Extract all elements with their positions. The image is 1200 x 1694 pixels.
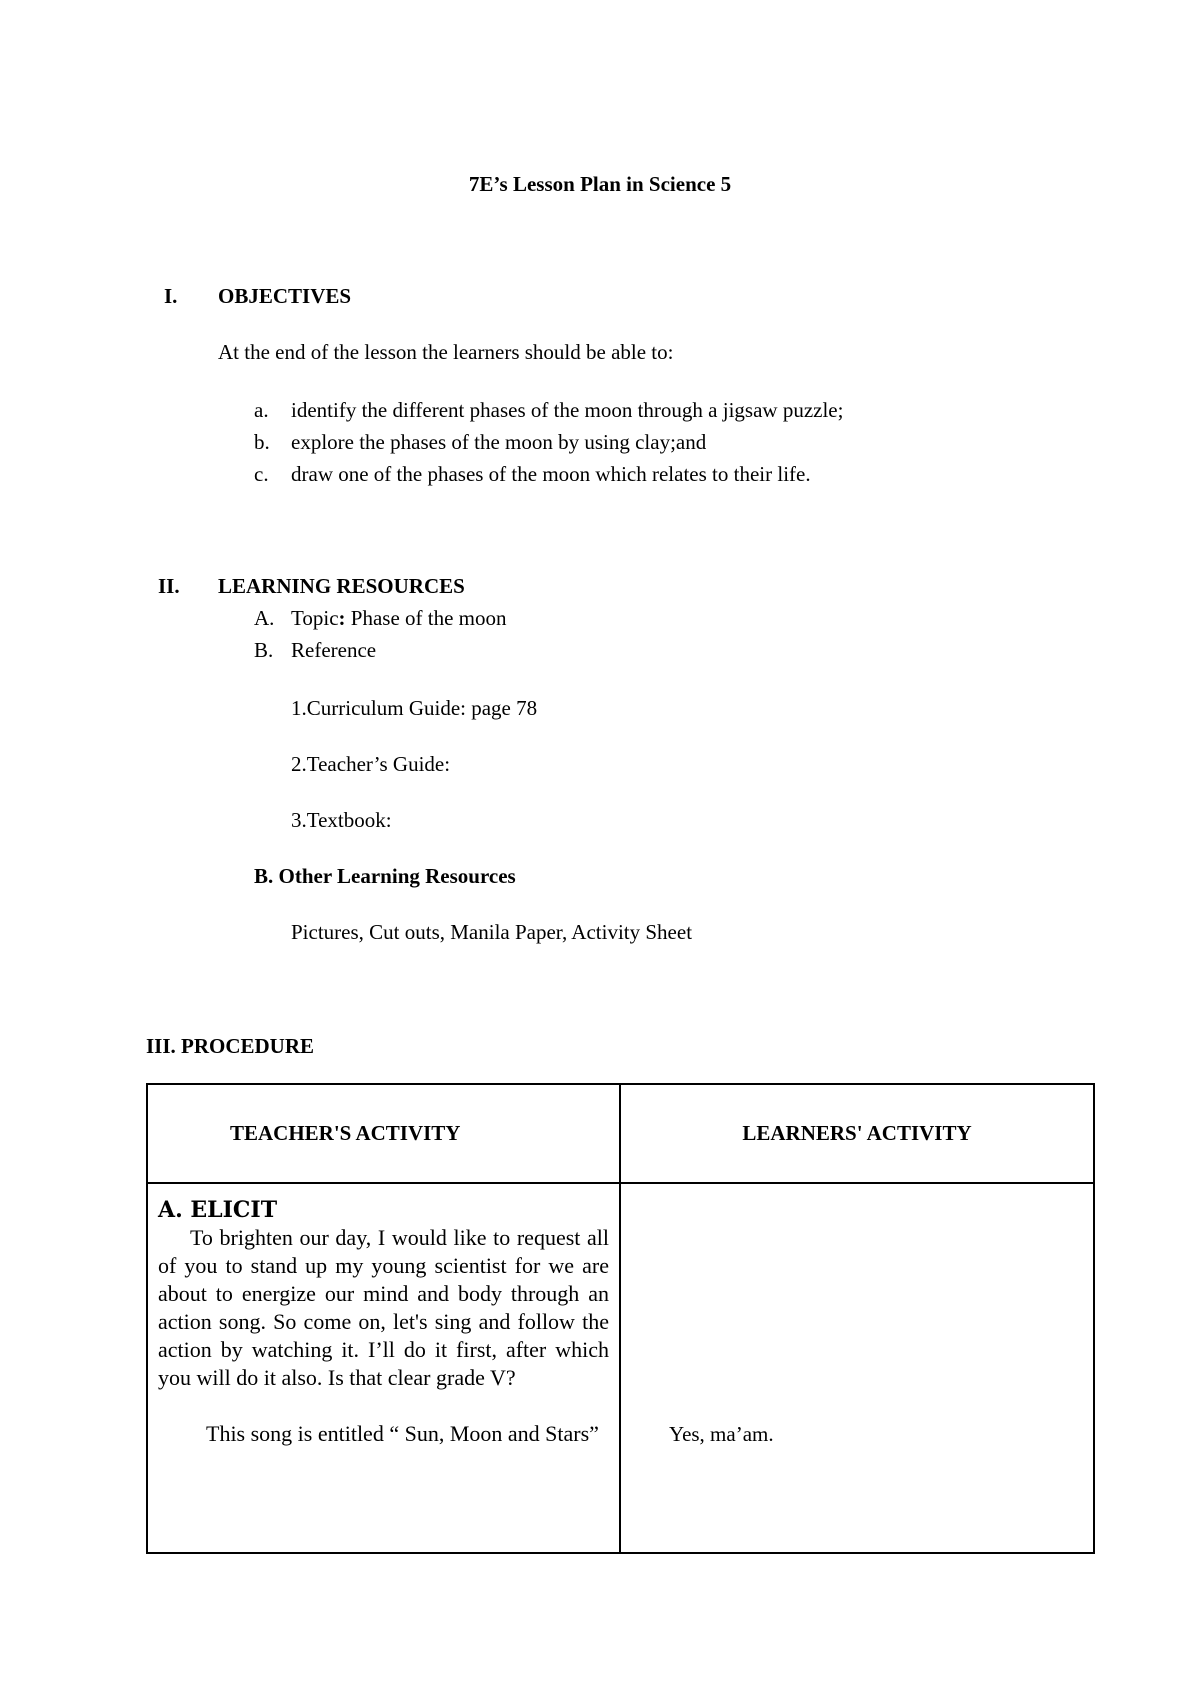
topic-colon: : xyxy=(338,606,346,630)
reference-item: 2.Teacher’s Guide: xyxy=(291,752,451,776)
topic-value: Phase of the moon xyxy=(345,606,507,630)
learners-activity-header: LEARNERS' ACTIVITY xyxy=(620,1084,1094,1183)
learner-answer: Yes, ma’am. xyxy=(669,1422,774,1446)
topic-marker: A. xyxy=(254,606,275,630)
objective-item-c: draw one of the phases of the moon which relates to their life. xyxy=(291,462,811,486)
reference-item: 1.Curriculum Guide: page 78 xyxy=(291,696,538,720)
resources-heading: LEARNING RESOURCES xyxy=(218,574,465,598)
topic-label: Topic xyxy=(291,606,339,630)
learners-activity-cell xyxy=(620,1183,1094,1553)
objective-marker-c: c. xyxy=(254,462,269,486)
objective-item-b: explore the phases of the moon by using clay;and xyxy=(291,430,707,454)
teacher-activity-cell xyxy=(147,1183,620,1553)
procedure-heading: III. PROCEDURE xyxy=(146,1034,315,1058)
reference-item: 3.Textbook: xyxy=(291,808,392,832)
procedure-row-elicit xyxy=(147,1183,1094,1553)
objectives-numeral: I. xyxy=(164,284,178,308)
topic-line xyxy=(291,606,507,631)
document-title: 7E’s Lesson Plan in Science 5 xyxy=(468,172,732,196)
objective-marker-a: a. xyxy=(254,398,269,422)
elicit-heading: A. ELICIT xyxy=(158,1197,278,1223)
procedure-table xyxy=(146,1083,1095,1554)
teacher-activity-header: TEACHER'S ACTIVITY xyxy=(147,1084,620,1183)
objectives-intro: At the end of the lesson the learners should be able to: xyxy=(218,340,674,364)
procedure-header-row xyxy=(147,1084,1094,1183)
other-resources-heading: B. Other Learning Resources xyxy=(254,864,516,888)
objective-item-a: identify the different phases of the moon through a jigsaw puzzle; xyxy=(291,398,844,422)
reference-label: Reference xyxy=(291,638,377,662)
objectives-heading: OBJECTIVES xyxy=(218,284,352,308)
objective-marker-b: b. xyxy=(254,430,270,454)
other-resources-list: Pictures, Cut outs, Manila Paper, Activity Sheet xyxy=(291,920,693,944)
resources-numeral: II. xyxy=(158,574,180,598)
reference-marker: B. xyxy=(254,638,274,662)
elicit-paragraph: To brighten our day, I would like to request all of you to stand up my young scientist for we are about to energize our mind and body through an action song. So come on, let's sing and follow the action by watching it. I’ll do it first, after which you will do it also. Is that clear grade V? xyxy=(158,1225,609,1390)
song-paragraph: This song is entitled “ Sun, Moon and Stars” xyxy=(206,1421,599,1446)
